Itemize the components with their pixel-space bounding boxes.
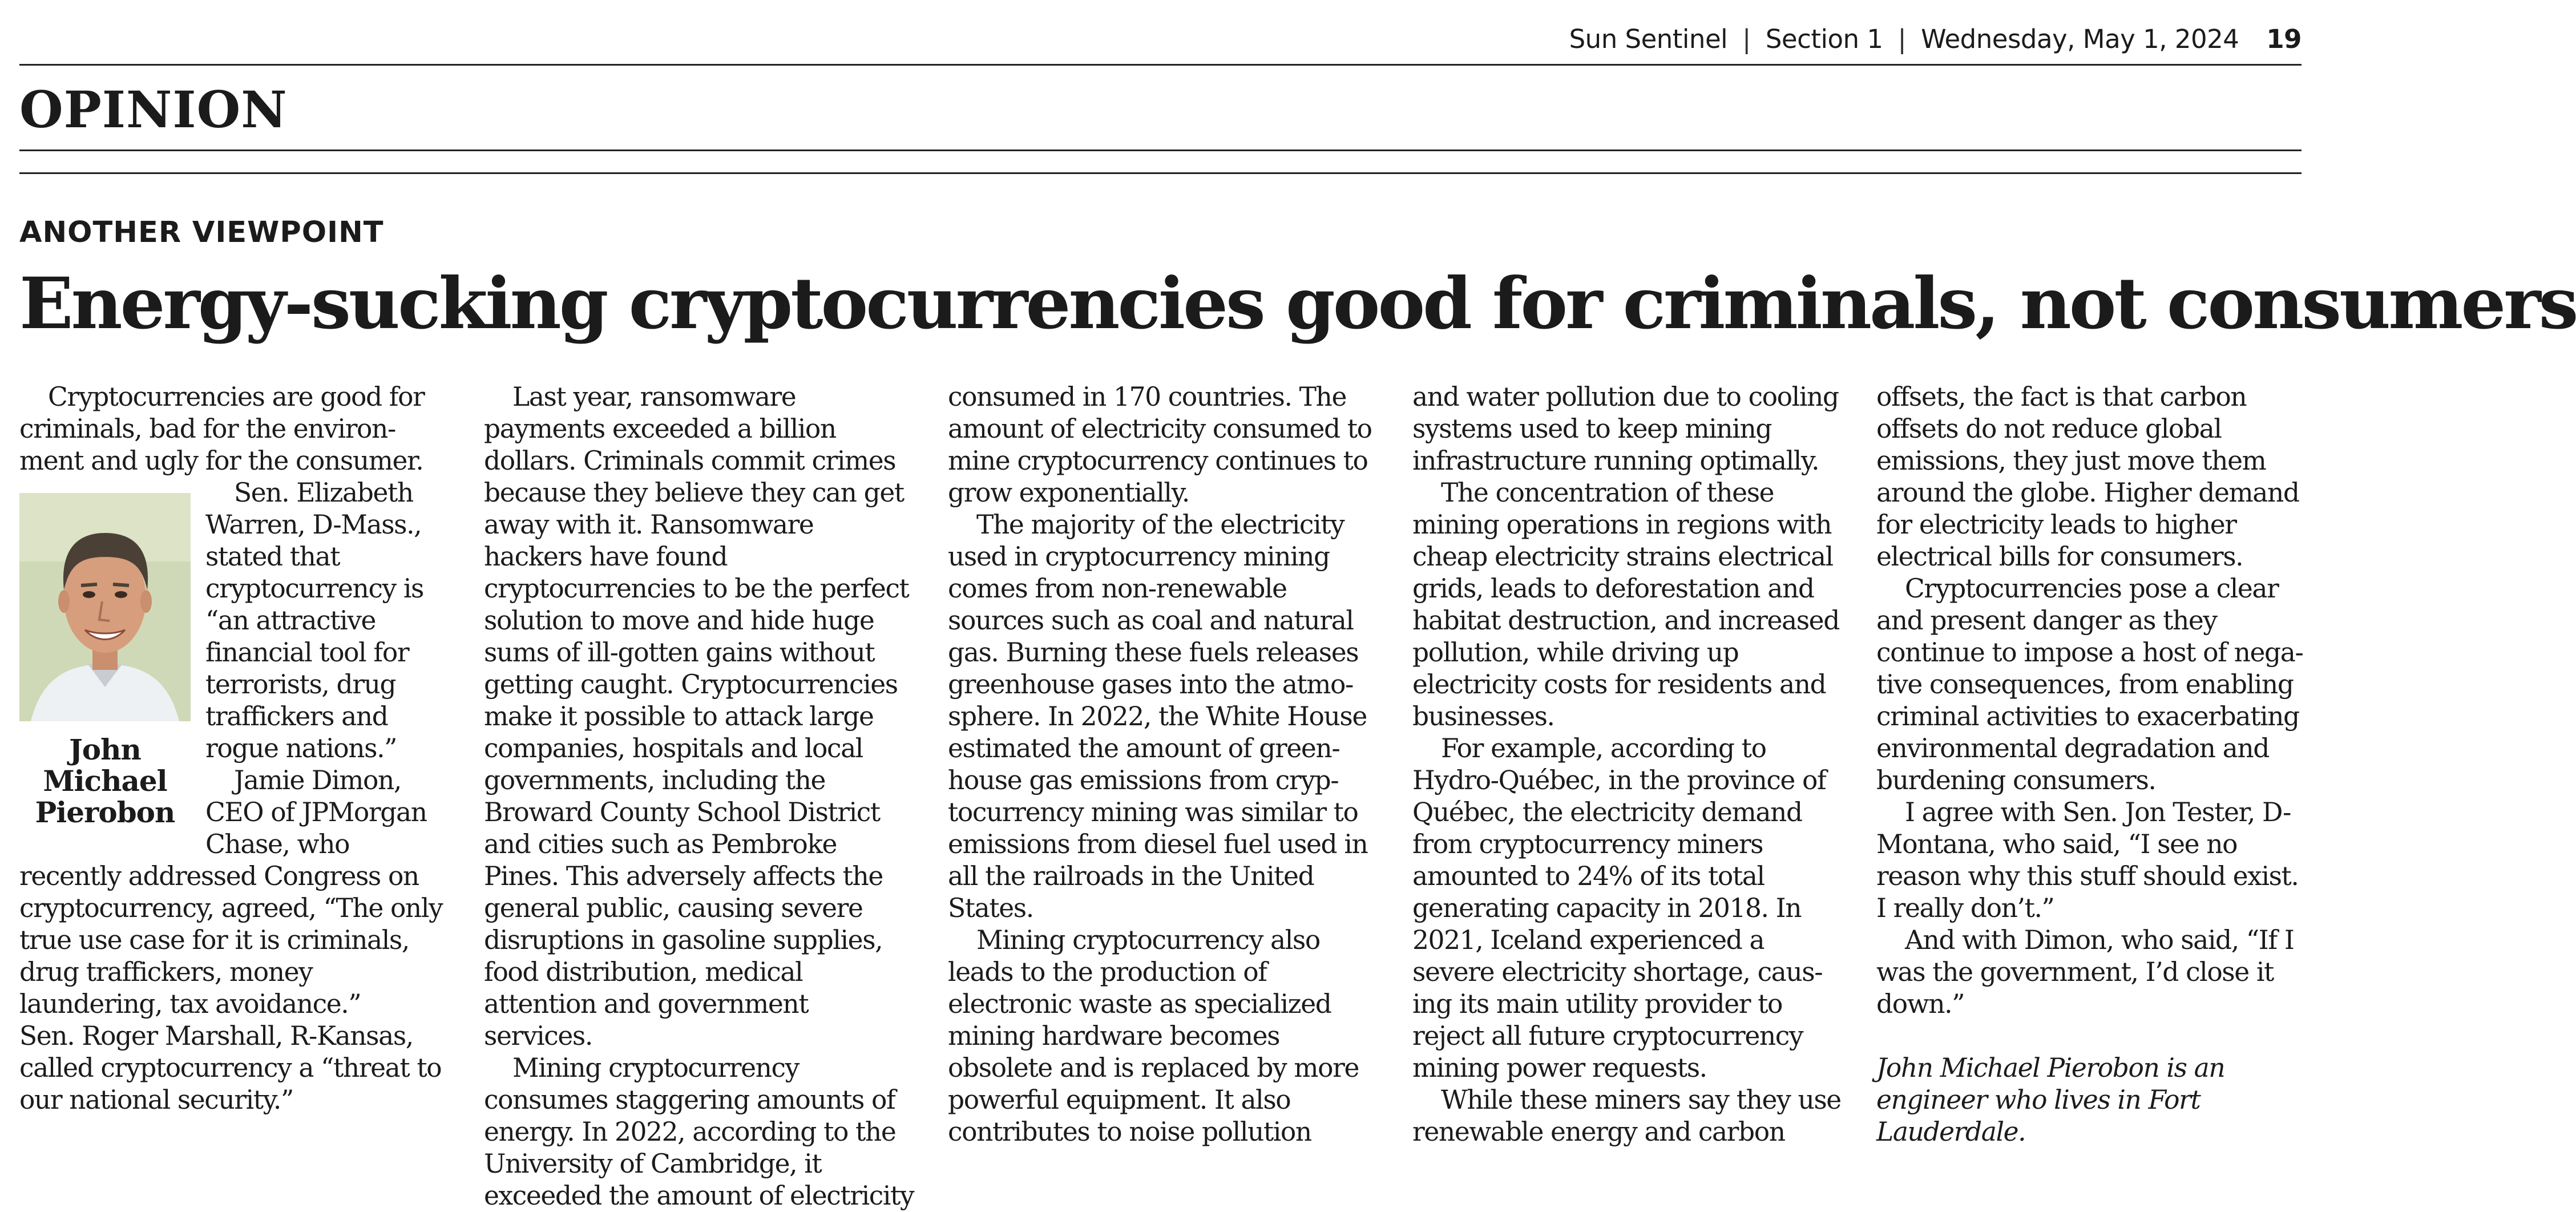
masthead-paper: Sun Sentinel — [1569, 24, 1728, 54]
author-name-line: Michael — [43, 764, 167, 798]
paragraph: I agree with Sen. Jon Tester, D-Montana, who said, “I see no reason why this stuff should exist. I really don’t.” — [1876, 797, 2299, 923]
kicker: ANOTHER VIEWPOINT — [19, 216, 384, 249]
author-byline — [19, 734, 191, 828]
paragraph: Jamie Dimon, CEO of JPMorgan Chase, who recently addressed Congress on cryptocurrency, agreed, “The only true use case for it is criminals, drug traffickers, money laundering, tax avoidance.” — [19, 765, 443, 1019]
article-column-3 — [948, 381, 1382, 1152]
author-tagline — [1876, 1052, 2310, 1148]
paragraph: Cryptocurrencies pose a clear and present danger as they continue to impose a host of negative consequences, from enabling criminal activities to exacerbating environmental degradation and burdening consumers. — [1876, 573, 2304, 795]
paragraph: offsets, the fact is that carbon offsets do not reduce global emissions, they just move them around the globe. Higher demand for electricity leads to higher electrical bills for consumers. — [1876, 382, 2299, 572]
paragraph: and water pollution due to cooling systems used to keep mining infrastructure running optimally. — [1412, 382, 1839, 476]
paragraph: consumed in 170 countries. The amount of electricity consumed to mine cryptocurrency continues to grow exponentially. — [948, 382, 1372, 508]
article-column-1 — [19, 381, 450, 1152]
page-number: 19 — [2266, 24, 2302, 54]
article-column-4 — [1412, 381, 1846, 1152]
paragraph: While these miners say they use renewable energy and carbon — [1412, 1085, 1841, 1147]
paragraph: Sen. Elizabeth Warren, D-Mass., stated that cryptocurrency is “an attractive financial tool for terrorists, drug traffickers and rogue nations.” — [205, 478, 424, 763]
paragraph: And with Dimon, who said, “If I was the government, I’d close it down.” — [1876, 925, 2294, 1019]
masthead-date: Wednesday, May 1, 2024 — [1921, 24, 2239, 54]
paragraph: The concentration of these mining operations in regions with cheap electricity strains electrical grids, leads to deforestation and habitat destruction, and increased pollution, while driving up electricity costs for residents and businesses. — [1412, 478, 1839, 732]
masthead-separator: | — [1897, 24, 1907, 54]
article-column-5 — [1876, 381, 2310, 1152]
masthead-separator: | — [1742, 24, 1751, 54]
section-rule-lower — [19, 172, 2302, 174]
masthead-section: Section 1 — [1765, 24, 1883, 54]
author-photo-box — [19, 493, 191, 843]
author-portrait-icon — [19, 493, 191, 721]
paragraph: Sen. Roger Marshall, R-Kansas, called cryptocurrency a “threat to our national security.” — [19, 1021, 442, 1115]
headline: Energy-sucking cryptocurrencies good for criminals, not consumers — [19, 262, 2576, 345]
paragraph: Mining cryptocurrency consumes staggering amounts of energy. In 2022, according to the University of Cambridge, it exceeded the amount of electricity — [484, 1053, 914, 1211]
paragraph: Last year, ransomware payments exceeded a billion dollars. Criminals commit crimes because they believe they can get away with it. Ransomware hackers have found cryptocurrencies to be the perfect solution to move and hide huge sums of ill-gotten gains without getting caught. Cryptocurrencies make it possible to attack large companies, hospitals and local governments, including the Broward County School District and cities such as Pembroke Pines. This adversely affects the general public, causing severe disruptions in gasoline supplies, food distribution, medical attention and government services. — [484, 382, 909, 1051]
paragraph: For example, according to Hydro-Québec, in the province of Québec, the electricity demand from cryptocurrency miners amounted to 24% of its total generating capacity in 2018. In 2021, Iceland experienced a severe electricity shortage, causing its main utility provider to reject all future cryptocurrency mining power requests. — [1412, 733, 1826, 1083]
section-title: OPINION — [19, 80, 288, 139]
top-rule — [19, 64, 2302, 66]
author-name-line: John — [69, 733, 141, 766]
paragraph: The majority of the electricity used in cryptocurrency mining comes from non-renewable sources such as coal and natural gas. Burning these fuels releases greenhouse gases into the atmosphere. In 2022, the White House estimated the amount of greenhouse gas emissions from cryptocurrency mining was similar to emissions from diesel fuel used in all the railroads in the United States. — [948, 510, 1368, 923]
tagline-text: John Michael Pierobon is an engineer who lives in Fort Lauderdale. — [1876, 1053, 2225, 1147]
article-column-2 — [484, 381, 918, 1211]
masthead — [1569, 24, 2302, 54]
section-rule-upper — [19, 150, 2302, 151]
paragraph: Mining cryptocurrency also leads to the production of electronic waste as specialized mining hardware becomes obsolete and is replaced by more powerful equipment. It also contributes to noise pollution — [948, 925, 1359, 1147]
author-name-line: Pierobon — [35, 795, 175, 829]
paragraph: Cryptocurrencies are good for criminals, bad for the environment and ugly for the consumer. — [19, 382, 425, 476]
